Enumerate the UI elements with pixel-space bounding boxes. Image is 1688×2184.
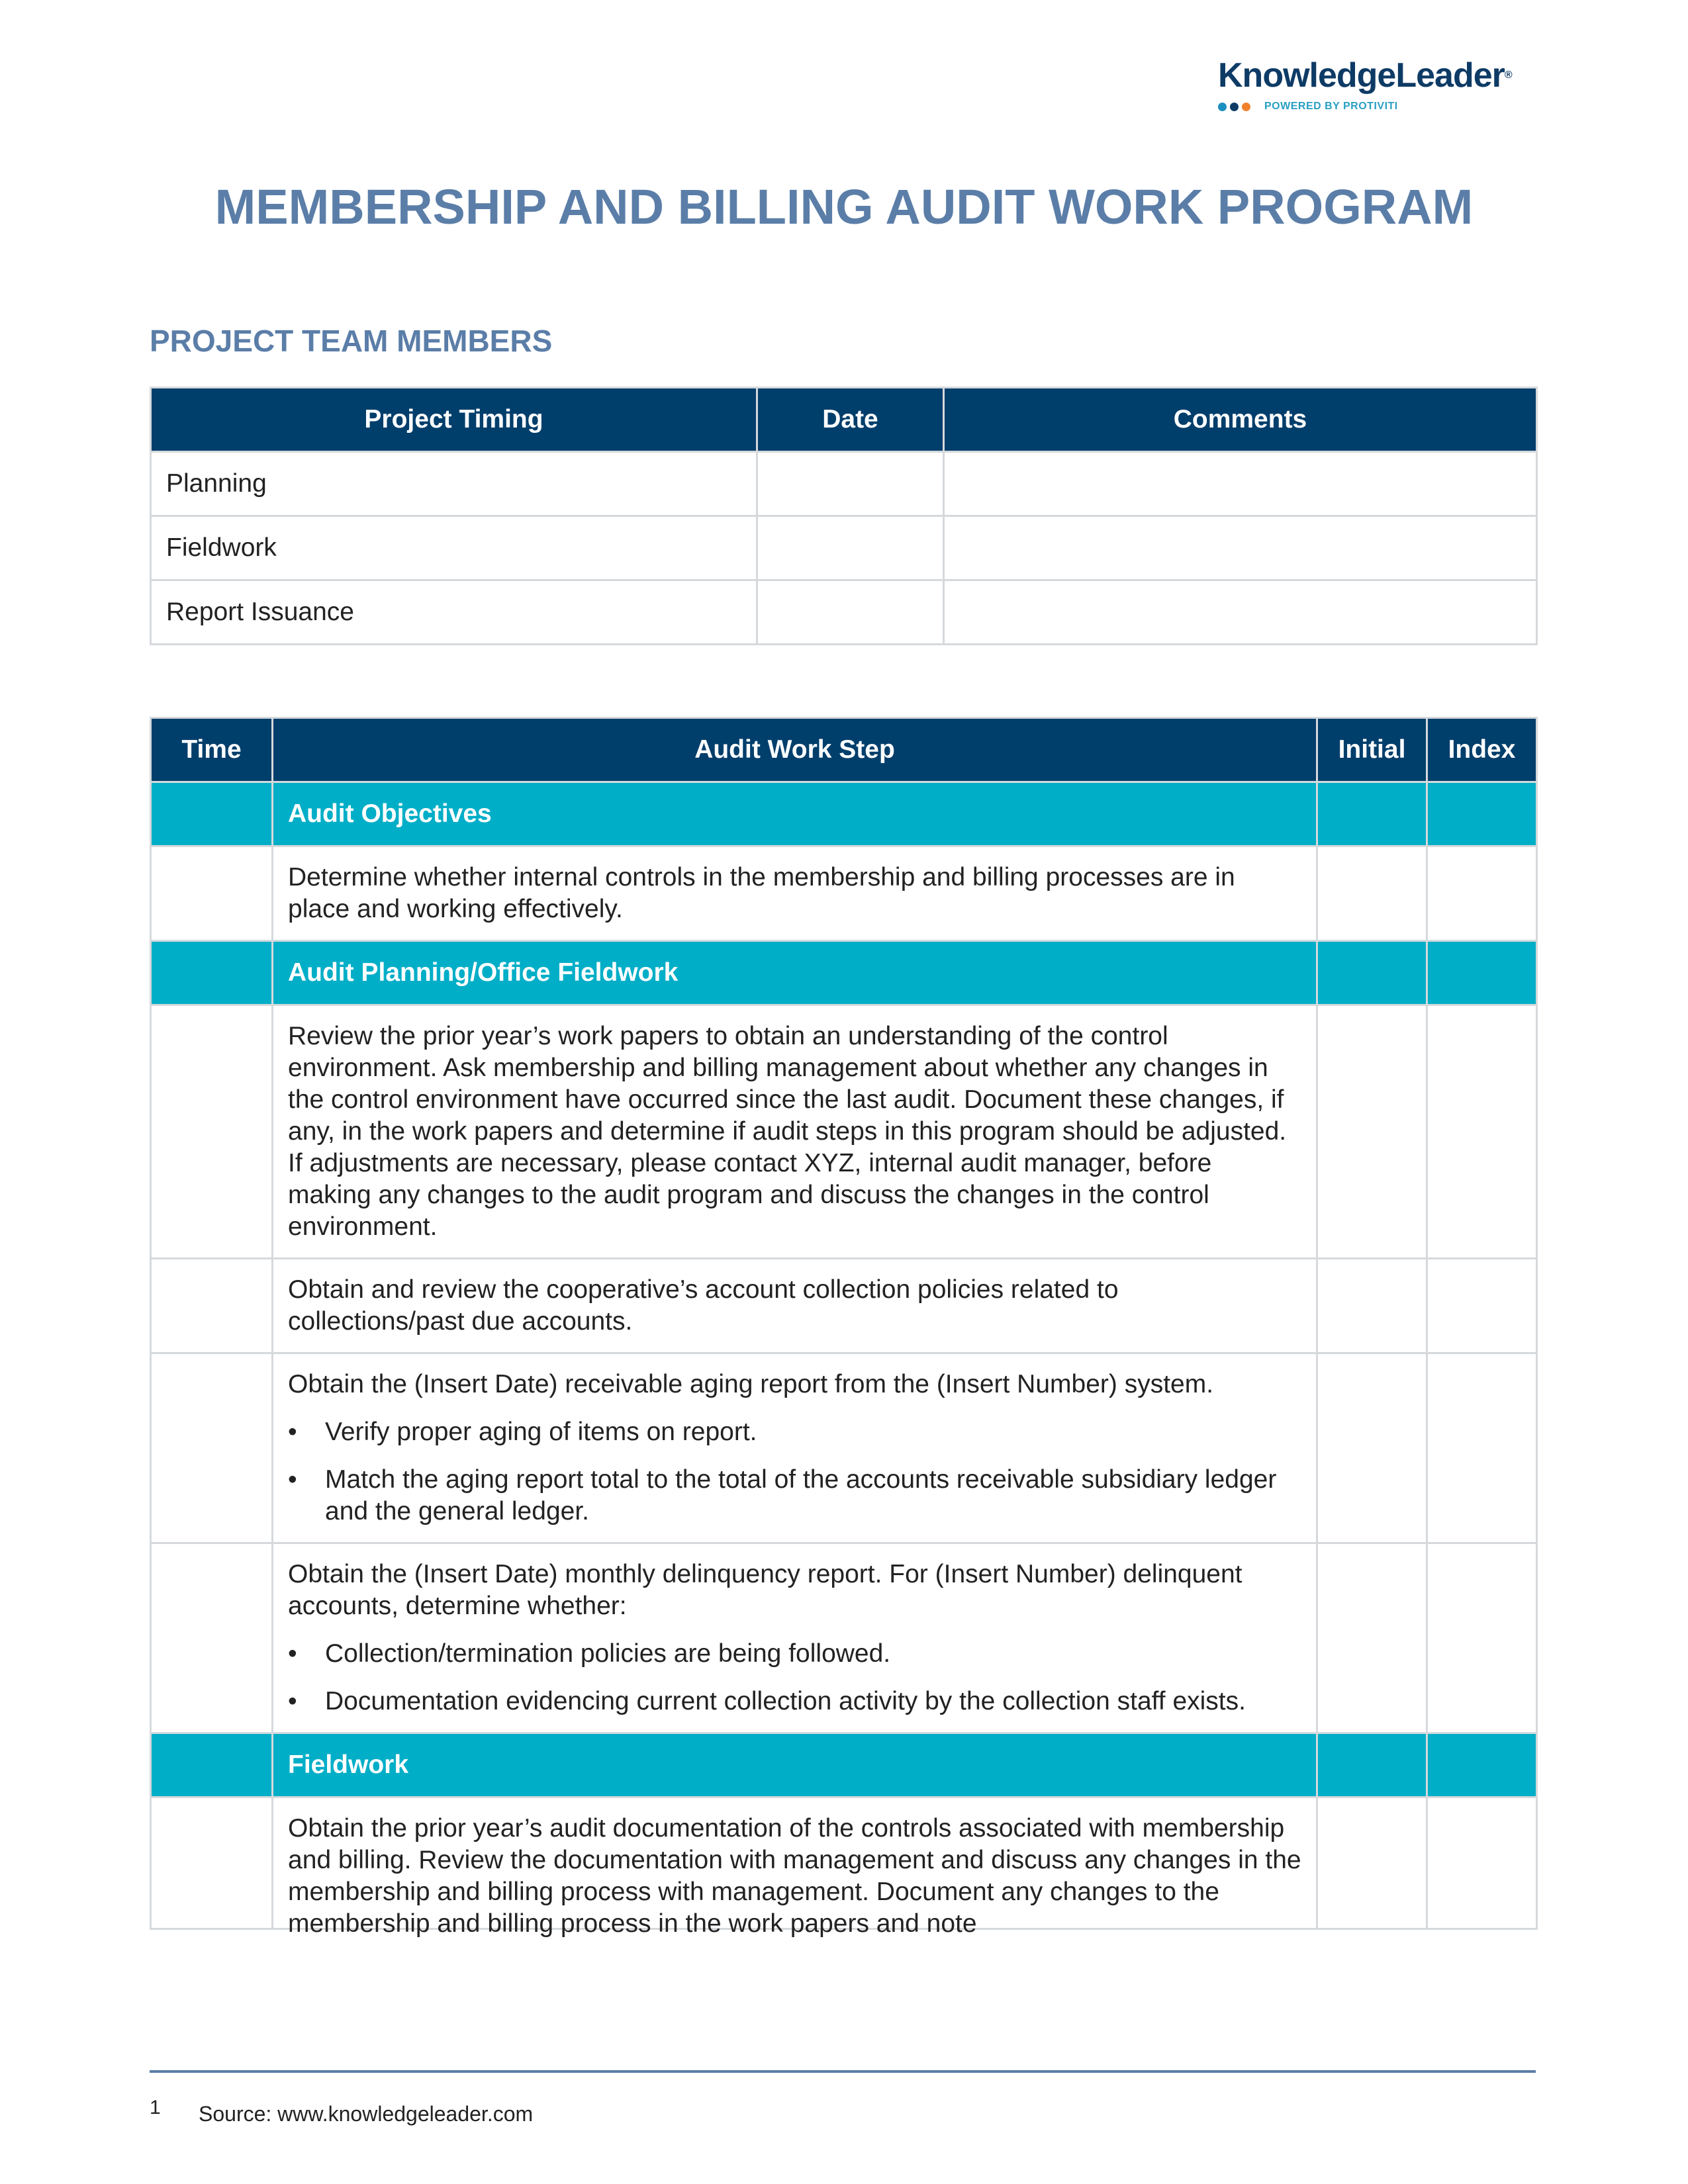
logo-name: KnowledgeLeader	[1218, 56, 1505, 95]
time-cell[interactable]	[151, 1005, 273, 1259]
document-title: MEMBERSHIP AND BILLING AUDIT WORK PROGRAM	[214, 179, 1474, 234]
timing-cell: Fieldwork	[151, 516, 757, 580]
footer-divider	[150, 2070, 1536, 2073]
list-item: • Documentation evidencing current collection activity by the collection staff exists.	[288, 1686, 1301, 1717]
time-cell[interactable]	[151, 846, 273, 941]
logo-dot-3	[1242, 103, 1250, 111]
comments-cell[interactable]	[944, 580, 1537, 645]
header-audit-work-step: Audit Work Step	[273, 718, 1317, 782]
work-step-cell: Review the prior year’s work papers to obtain an understanding of the control environment. Ask membership and billing management about whether any changes in the control environment have occurred since the last audit. Document these changes, if any, in the work papers and determine if audit steps in this program should be adjusted. If adjustments are necessary, please contact XYZ, internal audit manager, before making any changes to the audit program and discuss the changes in the control environment.	[273, 1005, 1317, 1259]
page-number: 1	[150, 2097, 161, 2118]
project-timing-table	[150, 387, 1538, 645]
work-step-cell: Determine whether internal controls in the membership and billing processes are in place and working effectively.	[273, 846, 1317, 941]
table-row	[151, 846, 1537, 941]
initial-cell[interactable]	[1317, 1543, 1427, 1733]
initial-cell[interactable]	[1317, 1005, 1427, 1259]
header-comments: Comments	[944, 388, 1537, 452]
date-cell[interactable]	[757, 580, 944, 645]
list-item: • Verify proper aging of items on report.	[288, 1416, 1301, 1448]
section-row-fieldwork	[151, 1733, 1537, 1797]
table-row	[151, 516, 1537, 580]
list-item: • Collection/termination policies are being followed.	[288, 1638, 1301, 1670]
audit-work-program-table	[150, 717, 1538, 1938]
header-time: Time	[151, 718, 273, 782]
date-cell[interactable]	[757, 516, 944, 580]
source-note: Source: www.knowledgeleader.com	[199, 2102, 534, 2126]
timing-cell: Report Issuance	[151, 580, 757, 645]
header-index: Index	[1427, 718, 1537, 782]
bullet-list	[288, 1416, 1301, 1527]
index-cell[interactable]	[1427, 1005, 1537, 1259]
initial-cell[interactable]	[1317, 1797, 1427, 1929]
logo-dot-2	[1230, 103, 1239, 111]
header-project-timing: Project Timing	[151, 388, 757, 452]
table-header-row	[151, 718, 1537, 782]
initial-cell[interactable]	[1317, 846, 1427, 941]
initial-cell[interactable]	[1317, 1353, 1427, 1543]
timing-cell: Planning	[151, 452, 757, 516]
work-step-cell: Obtain and review the cooperative’s account collection policies related to collections/past due accounts.	[273, 1259, 1317, 1353]
list-item: • Match the aging report total to the total of the accounts receivable subsidiary ledger and the general ledger.	[288, 1464, 1301, 1527]
table-row	[151, 1353, 1537, 1543]
table-row	[151, 452, 1537, 516]
index-cell[interactable]	[1427, 1259, 1537, 1353]
table-header-row	[151, 388, 1537, 452]
work-step-cell: Obtain the prior year’s audit documentation of the controls associated with membership and billing. Review the documentation with management and discuss any changes in the membership and billing process with management. Document any changes to the membership and billing process in the work papers and note	[273, 1797, 1317, 1929]
logo-dot-1	[1218, 103, 1227, 111]
section-row-audit-planning	[151, 941, 1537, 1005]
section-heading: Fieldwork	[273, 1733, 1317, 1797]
comments-cell[interactable]	[944, 452, 1537, 516]
section-heading: Audit Planning/Office Fieldwork	[273, 941, 1317, 1005]
time-cell[interactable]	[151, 1543, 273, 1733]
table-row	[151, 1005, 1537, 1259]
project-team-heading: PROJECT TEAM MEMBERS	[150, 324, 553, 358]
logo-tagline: POWERED BY PROTIVITI	[1264, 101, 1398, 112]
header-date: Date	[757, 388, 944, 452]
index-cell[interactable]	[1427, 846, 1537, 941]
time-cell[interactable]	[151, 1353, 273, 1543]
index-cell[interactable]	[1427, 1543, 1537, 1733]
date-cell[interactable]	[757, 452, 944, 516]
section-row-audit-objectives	[151, 782, 1537, 846]
logo-registered-mark: ®	[1504, 69, 1512, 81]
index-cell[interactable]	[1427, 1353, 1537, 1543]
bullet-list	[288, 1638, 1301, 1717]
section-heading: Audit Objectives	[273, 782, 1317, 846]
time-cell[interactable]	[151, 1797, 273, 1929]
comments-cell[interactable]	[944, 516, 1537, 580]
table-row	[151, 1797, 1537, 1929]
time-cell[interactable]	[151, 1259, 273, 1353]
work-step-cell: Obtain the (Insert Date) receivable aging report from the (Insert Number) system. • Verify proper aging of items on report. • Match the aging report total to the total of the accounts receivable subsidiary ledger and the general ledger.	[273, 1353, 1317, 1543]
index-cell[interactable]	[1427, 1797, 1537, 1929]
table-row	[151, 1259, 1537, 1353]
knowledgeleader-logo	[1218, 56, 1536, 128]
table-row	[151, 1543, 1537, 1733]
header-initial: Initial	[1317, 718, 1427, 782]
table-row	[151, 580, 1537, 645]
initial-cell[interactable]	[1317, 1259, 1427, 1353]
work-step-cell: Obtain the (Insert Date) monthly delinquency report. For (Insert Number) delinquent accounts, determine whether: • Collection/termination policies are being followed. • Documentation evidencing current collection activity by the collection staff exists.	[273, 1543, 1317, 1733]
